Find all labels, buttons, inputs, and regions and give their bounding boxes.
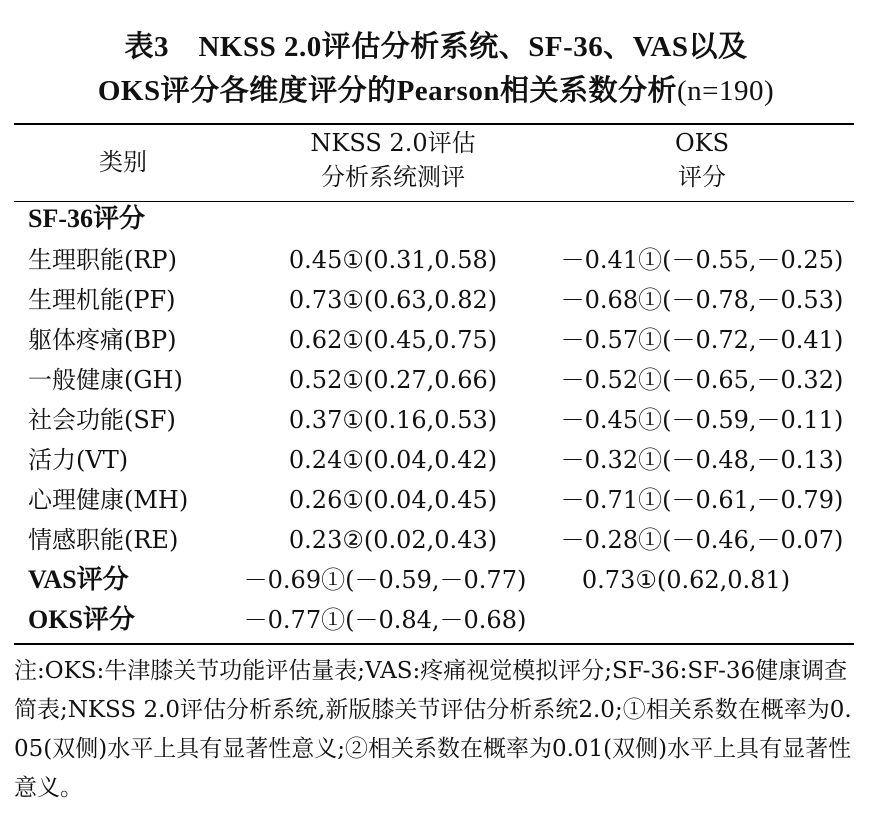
header-nkss: NKSS 2.0评估 分析系统测评 (310, 129, 476, 191)
row-oks-value: －0.32①(－0.48,－0.13) (560, 446, 844, 474)
row-oks-value: －0.68①(－0.78,－0.53) (560, 286, 844, 314)
header-oks: OKS 评分 (674, 129, 730, 191)
row-nkss-value: 0.23②(0.02,0.43) (288, 526, 498, 554)
row-oks-value: －0.52①(－0.65,－0.32) (560, 366, 844, 394)
row-nkss-value: 0.37①(0.16,0.53) (288, 406, 498, 434)
table-top-rule (14, 123, 854, 125)
header-category: 类别 (99, 148, 147, 176)
row-oks-value: －0.28①(－0.46,－0.07) (560, 526, 844, 554)
row-nkss-value: 0.73①(0.63,0.82) (288, 286, 498, 314)
row-nkss-value: 0.52①(0.27,0.66) (288, 366, 498, 394)
row-nkss-value: 0.45①(0.31,0.58) (288, 246, 498, 274)
table-footnote: 注:OKS:牛津膝关节功能评估量表;VAS:疼痛视觉模拟评分;SF-36:SF-36健康调查简表;NKSS 2.0评估分析系统,新版膝关节评估分析系统2.0;①相关系数在概率为0.05(双侧)水平上具有显著性意义;②相关系数在概率为0.01(双侧)水平上具有显著性意义。 (14, 658, 852, 801)
oks-nkss-value: －0.77①(－0.84,－0.68) (243, 606, 527, 634)
row-nkss-value: 0.24①(0.04,0.42) (288, 446, 498, 474)
row-label: 情感职能(RE) (28, 526, 179, 554)
group-label-vas: VAS评分 (28, 565, 129, 594)
table-title-sample-size: (n=190) (676, 75, 775, 107)
row-label: 活力(VT) (28, 446, 129, 474)
table-bottom-rule (14, 643, 854, 645)
table-title-line-1: 表3 NKSS 2.0评估分析系统、SF-36、VAS以及 (124, 31, 748, 63)
group-label-sf36: SF-36评分 (28, 204, 146, 233)
row-nkss-value: 0.26①(0.04,0.45) (288, 486, 498, 514)
row-label: 一般健康(GH) (28, 366, 183, 394)
row-oks-value: －0.71①(－0.61,－0.79) (560, 486, 844, 514)
table-title-line-2 (0, 68, 872, 109)
row-label: 社会功能(SF) (28, 406, 176, 434)
table-header-rule (14, 201, 854, 202)
vas-oks-value: 0.73①(0.62,0.81) (581, 566, 791, 594)
row-oks-value: －0.41①(－0.55,－0.25) (560, 246, 844, 274)
row-label: 躯体疼痛(BP) (28, 326, 177, 354)
vas-nkss-value: －0.69①(－0.59,－0.77) (243, 566, 527, 594)
table-title-main: OKS评分各维度评分的Pearson相关系数分析 (97, 75, 677, 107)
row-label: 生理职能(RP) (28, 246, 177, 274)
row-nkss-value: 0.62①(0.45,0.75) (288, 326, 498, 354)
group-label-oks: OKS评分 (28, 605, 135, 634)
row-label: 生理机能(PF) (28, 286, 176, 314)
row-oks-value: －0.45①(－0.59,－0.11) (560, 406, 844, 434)
row-label: 心理健康(MH) (28, 486, 189, 514)
row-oks-value: －0.57①(－0.72,－0.41) (560, 326, 844, 354)
